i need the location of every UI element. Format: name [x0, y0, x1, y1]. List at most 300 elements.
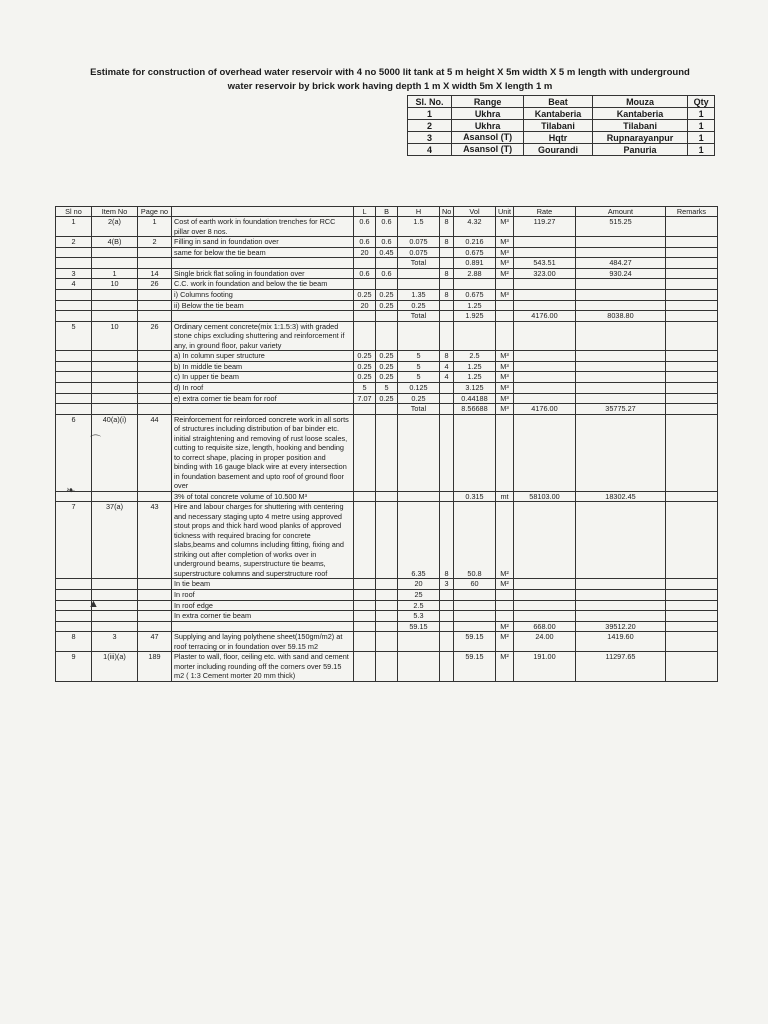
- estimate-cell: [172, 311, 354, 322]
- estimate-cell: [354, 258, 376, 269]
- estimate-cell: 1: [92, 268, 138, 279]
- estimate-cell: [354, 611, 376, 622]
- estimate-cell: M³: [496, 372, 514, 383]
- estimate-cell: [440, 491, 454, 502]
- estimate-cell: 543.51: [514, 258, 576, 269]
- estimate-cell: 930.24: [576, 268, 666, 279]
- estimate-row: [56, 404, 718, 415]
- estimate-cell: [576, 247, 666, 258]
- estimate-cell: [354, 621, 376, 632]
- estimate-cell: [138, 590, 172, 601]
- estimate-cell: 6.35: [398, 502, 440, 579]
- estimate-row: [56, 491, 718, 502]
- estimate-cell: [514, 502, 576, 579]
- estimate-row: [56, 372, 718, 383]
- estimate-row: [56, 237, 718, 248]
- estimate-row: [56, 289, 718, 300]
- estimate-row: [56, 247, 718, 258]
- estimate-title: [40, 66, 740, 94]
- estimate-cell: 4176.00: [514, 311, 576, 322]
- estimate-cell: 10: [92, 279, 138, 290]
- estimate-row: [56, 393, 718, 404]
- estimate-cell: [514, 611, 576, 622]
- estimate-cell: 5: [398, 351, 440, 362]
- estimate-cell: [376, 258, 398, 269]
- estimate-cell: [514, 289, 576, 300]
- estimate-cell: 0.6: [376, 268, 398, 279]
- estimate-cell: [576, 383, 666, 394]
- estimate-cell: 0.25: [376, 300, 398, 311]
- estimate-cell: 26: [138, 279, 172, 290]
- hand-mark: ▲: [88, 598, 99, 610]
- estimate-cell: [440, 247, 454, 258]
- estimate-cell: [138, 600, 172, 611]
- estimate-cell: [92, 393, 138, 404]
- estimate-cell: 0.125: [398, 383, 440, 394]
- location-cell: 1: [688, 132, 715, 144]
- estimate-cell: 44: [138, 414, 172, 491]
- estimate-cell: [440, 393, 454, 404]
- estimate-cell: [440, 404, 454, 415]
- estimate-cell: 43: [138, 502, 172, 579]
- location-header: Qty: [688, 96, 715, 108]
- estimate-cell: 9: [56, 652, 92, 682]
- title-line-2: water reservoir by brick work having depth 1 m X width 5m X length 1 m: [227, 81, 553, 92]
- estimate-cell: 323.00: [514, 268, 576, 279]
- estimate-cell: [666, 217, 718, 237]
- estimate-cell: c) In upper tie beam: [172, 372, 354, 383]
- estimate-cell: [172, 258, 354, 269]
- estimate-cell: M³: [496, 289, 514, 300]
- estimate-cell: 0.075: [398, 237, 440, 248]
- estimate-cell: [92, 289, 138, 300]
- estimate-cell: [92, 247, 138, 258]
- estimate-cell: [92, 311, 138, 322]
- location-header: Sl. No.: [408, 96, 452, 108]
- estimate-row: [56, 590, 718, 601]
- estimate-cell: 0.675: [454, 247, 496, 258]
- estimate-cell: 26: [138, 321, 172, 351]
- estimate-cell: [138, 491, 172, 502]
- estimate-cell: In roof: [172, 590, 354, 601]
- estimate-cell: [666, 321, 718, 351]
- estimate-cell: 0.44188: [454, 393, 496, 404]
- estimate-cell: [354, 579, 376, 590]
- estimate-cell: 8: [440, 217, 454, 237]
- estimate-cell: 0.25: [398, 300, 440, 311]
- estimate-cell: [376, 491, 398, 502]
- estimate-row: [56, 258, 718, 269]
- estimate-cell: 0.315: [454, 491, 496, 502]
- estimate-cell: [666, 372, 718, 383]
- estimate-cell: [138, 579, 172, 590]
- estimate-cell: [138, 247, 172, 258]
- estimate-header: Remarks: [666, 207, 718, 217]
- hand-mark: ⌒: [90, 435, 101, 447]
- estimate-cell: [454, 279, 496, 290]
- estimate-cell: [56, 611, 92, 622]
- estimate-cell: 191.00: [514, 652, 576, 682]
- estimate-cell: [56, 311, 92, 322]
- estimate-cell: 5: [56, 321, 92, 351]
- estimate-cell: [666, 600, 718, 611]
- estimate-cell: 0.675: [454, 289, 496, 300]
- estimate-cell: 3: [56, 268, 92, 279]
- estimate-cell: [576, 237, 666, 248]
- estimate-cell: [666, 491, 718, 502]
- estimate-cell: [354, 502, 376, 579]
- location-cell: Hqtr: [524, 132, 593, 144]
- estimate-cell: [440, 414, 454, 491]
- estimate-cell: 2.5: [398, 600, 440, 611]
- estimate-cell: Total: [398, 311, 440, 322]
- estimate-cell: [56, 372, 92, 383]
- hand-mark: ❧: [66, 485, 76, 497]
- estimate-cell: [376, 652, 398, 682]
- estimate-cell: 1.925: [454, 311, 496, 322]
- estimate-cell: 8: [440, 289, 454, 300]
- estimate-cell: [666, 300, 718, 311]
- estimate-cell: [576, 361, 666, 372]
- estimate-cell: [576, 300, 666, 311]
- estimate-cell: [56, 393, 92, 404]
- estimate-cell: 5: [376, 383, 398, 394]
- location-cell: Ukhra: [452, 108, 524, 120]
- estimate-cell: [354, 414, 376, 491]
- estimate-cell: [514, 383, 576, 394]
- estimate-cell: 50.8: [454, 502, 496, 579]
- estimate-cell: [666, 247, 718, 258]
- estimate-cell: [92, 621, 138, 632]
- estimate-header: No: [440, 207, 454, 217]
- estimate-cell: [576, 372, 666, 383]
- estimate-cell: 1(iii)(a): [92, 652, 138, 682]
- estimate-cell: [376, 579, 398, 590]
- estimate-cell: [138, 361, 172, 372]
- estimate-cell: [666, 383, 718, 394]
- estimate-cell: 40(a)(i): [92, 414, 138, 491]
- estimate-header: L: [354, 207, 376, 217]
- estimate-row: [56, 217, 718, 237]
- estimate-cell: [398, 491, 440, 502]
- estimate-cell: [138, 383, 172, 394]
- estimate-cell: 668.00: [514, 621, 576, 632]
- estimate-cell: [354, 279, 376, 290]
- estimate-cell: Ordinary cement concrete(mix 1:1.5:3) with graded stone chips excluding shuttering and reinforcement if any, in ground floor, pakur variety: [172, 321, 354, 351]
- estimate-cell: M³: [496, 361, 514, 372]
- estimate-cell: In roof edge: [172, 600, 354, 611]
- estimate-cell: [398, 279, 440, 290]
- location-cell: Asansol (T): [452, 132, 524, 144]
- estimate-cell: [666, 632, 718, 652]
- estimate-cell: [514, 279, 576, 290]
- estimate-cell: [496, 300, 514, 311]
- estimate-cell: [440, 590, 454, 601]
- estimate-cell: [496, 590, 514, 601]
- estimate-cell: [514, 414, 576, 491]
- estimate-cell: 2.88: [454, 268, 496, 279]
- location-cell: Ukhra: [452, 120, 524, 132]
- estimate-cell: Cost of earth work in foundation trenches for RCC pillar over 8 nos.: [172, 217, 354, 237]
- estimate-cell: [454, 621, 496, 632]
- estimate-cell: [440, 652, 454, 682]
- estimate-cell: 5.3: [398, 611, 440, 622]
- estimate-row: [56, 300, 718, 311]
- estimate-cell: Hire and labour charges for shuttering with centering and necessary staging upto 4 metre using approved stout props and thick hard wood planks of approved tickness with required bracing for concrete slabs,beams and columns including fitting, fixing and striking out after completion of works over in underground beams, superstructure tie beams, superstructure columns and superstructure roof: [172, 502, 354, 579]
- estimate-cell: [92, 258, 138, 269]
- estimate-cell: [56, 300, 92, 311]
- estimate-cell: [514, 372, 576, 383]
- estimate-row: [56, 268, 718, 279]
- estimate-cell: [354, 404, 376, 415]
- estimate-cell: 37(a): [92, 502, 138, 579]
- location-cell: Tilabani: [592, 120, 687, 132]
- estimate-cell: 2: [56, 237, 92, 248]
- estimate-cell: [354, 600, 376, 611]
- estimate-cell: 3: [440, 579, 454, 590]
- estimate-cell: [496, 311, 514, 322]
- estimate-cell: [496, 600, 514, 611]
- estimate-cell: M³: [496, 351, 514, 362]
- estimate-cell: [354, 321, 376, 351]
- location-cell: 4: [408, 144, 452, 156]
- estimate-cell: 4176.00: [514, 404, 576, 415]
- estimate-cell: [92, 383, 138, 394]
- estimate-cell: [92, 351, 138, 362]
- estimate-cell: M²: [496, 652, 514, 682]
- estimate-cell: 119.27: [514, 217, 576, 237]
- estimate-cell: [138, 404, 172, 415]
- estimate-row: [56, 600, 718, 611]
- estimate-cell: M³: [496, 247, 514, 258]
- estimate-cell: [440, 611, 454, 622]
- estimate-cell: [56, 600, 92, 611]
- estimate-header: Page no: [138, 207, 172, 217]
- estimate-cell: [56, 579, 92, 590]
- estimate-cell: 59.15: [398, 621, 440, 632]
- estimate-cell: [92, 361, 138, 372]
- estimate-cell: [666, 311, 718, 322]
- estimate-cell: 47: [138, 632, 172, 652]
- estimate-cell: i) Columns footing: [172, 289, 354, 300]
- estimate-table: [55, 206, 718, 682]
- estimate-row: [56, 383, 718, 394]
- estimate-cell: [454, 600, 496, 611]
- estimate-cell: [514, 393, 576, 404]
- location-row: [408, 108, 715, 120]
- estimate-cell: [666, 289, 718, 300]
- estimate-cell: 1.5: [398, 217, 440, 237]
- location-cell: 3: [408, 132, 452, 144]
- estimate-cell: [92, 579, 138, 590]
- location-cell: 1: [408, 108, 452, 120]
- estimate-cell: [514, 247, 576, 258]
- estimate-cell: [576, 351, 666, 362]
- estimate-cell: Filling in sand in foundation over: [172, 237, 354, 248]
- estimate-cell: [398, 321, 440, 351]
- estimate-cell: [576, 414, 666, 491]
- estimate-cell: 0.891: [454, 258, 496, 269]
- location-table: [407, 95, 715, 156]
- estimate-cell: 3.125: [454, 383, 496, 394]
- estimate-cell: mt: [496, 491, 514, 502]
- estimate-cell: 24.00: [514, 632, 576, 652]
- estimate-cell: [666, 268, 718, 279]
- estimate-cell: [92, 300, 138, 311]
- location-cell: 1: [688, 108, 715, 120]
- estimate-cell: [138, 311, 172, 322]
- estimate-cell: [354, 632, 376, 652]
- estimate-cell: [576, 393, 666, 404]
- estimate-cell: [496, 611, 514, 622]
- estimate-cell: 58103.00: [514, 491, 576, 502]
- estimate-cell: [56, 258, 92, 269]
- estimate-cell: 20: [398, 579, 440, 590]
- estimate-cell: [514, 351, 576, 362]
- estimate-cell: [576, 590, 666, 601]
- estimate-cell: 8.56688: [454, 404, 496, 415]
- location-cell: Tilabani: [524, 120, 593, 132]
- estimate-cell: [376, 321, 398, 351]
- estimate-cell: [666, 393, 718, 404]
- estimate-cell: 0.216: [454, 237, 496, 248]
- estimate-cell: 0.6: [376, 237, 398, 248]
- estimate-cell: 5: [398, 361, 440, 372]
- estimate-cell: M³: [496, 383, 514, 394]
- estimate-row: [56, 632, 718, 652]
- estimate-cell: [454, 590, 496, 601]
- estimate-cell: [354, 491, 376, 502]
- estimate-cell: 8: [440, 351, 454, 362]
- estimate-cell: 25: [398, 590, 440, 601]
- estimate-cell: [514, 321, 576, 351]
- estimate-cell: M³: [496, 393, 514, 404]
- estimate-cell: [440, 600, 454, 611]
- estimate-cell: 20: [354, 300, 376, 311]
- estimate-header: B: [376, 207, 398, 217]
- location-row: [408, 132, 715, 144]
- estimate-cell: [376, 611, 398, 622]
- estimate-cell: 0.25: [354, 351, 376, 362]
- estimate-cell: M²: [496, 502, 514, 579]
- estimate-cell: 35775.27: [576, 404, 666, 415]
- estimate-cell: [92, 404, 138, 415]
- estimate-cell: [514, 579, 576, 590]
- estimate-cell: [576, 279, 666, 290]
- estimate-cell: 18302.45: [576, 491, 666, 502]
- estimate-cell: 39512.20: [576, 621, 666, 632]
- estimate-header: Rate: [514, 207, 576, 217]
- estimate-cell: 60: [454, 579, 496, 590]
- estimate-cell: 1: [56, 217, 92, 237]
- estimate-cell: 5: [398, 372, 440, 383]
- estimate-cell: 1.25: [454, 372, 496, 383]
- estimate-cell: [376, 311, 398, 322]
- estimate-header: Item No: [92, 207, 138, 217]
- estimate-cell: 4.32: [454, 217, 496, 237]
- estimate-cell: In extra corner tie beam: [172, 611, 354, 622]
- estimate-cell: [354, 652, 376, 682]
- estimate-cell: C.C. work in foundation and below the tie beam: [172, 279, 354, 290]
- estimate-cell: 4: [440, 361, 454, 372]
- estimate-cell: [92, 372, 138, 383]
- estimate-cell: [666, 404, 718, 415]
- location-cell: Asansol (T): [452, 144, 524, 156]
- estimate-cell: d) In roof: [172, 383, 354, 394]
- estimate-cell: [440, 321, 454, 351]
- estimate-cell: 0.25: [376, 289, 398, 300]
- estimate-cell: [666, 351, 718, 362]
- location-row: [408, 120, 715, 132]
- estimate-cell: [514, 590, 576, 601]
- estimate-cell: [56, 289, 92, 300]
- estimate-cell: [666, 502, 718, 579]
- estimate-cell: [440, 311, 454, 322]
- location-cell: Kantaberia: [592, 108, 687, 120]
- estimate-cell: 515.25: [576, 217, 666, 237]
- estimate-cell: [666, 279, 718, 290]
- estimate-cell: [138, 351, 172, 362]
- estimate-cell: M²: [496, 579, 514, 590]
- estimate-cell: [56, 247, 92, 258]
- estimate-cell: [398, 268, 440, 279]
- estimate-cell: 0.25: [354, 361, 376, 372]
- estimate-header: H: [398, 207, 440, 217]
- estimate-cell: ii) Below the tie beam: [172, 300, 354, 311]
- location-header: Mouza: [592, 96, 687, 108]
- estimate-cell: [576, 579, 666, 590]
- estimate-cell: 4: [440, 372, 454, 383]
- estimate-cell: [496, 414, 514, 491]
- estimate-cell: [172, 621, 354, 632]
- estimate-row: [56, 414, 718, 491]
- estimate-cell: 0.25: [398, 393, 440, 404]
- estimate-cell: [172, 404, 354, 415]
- estimate-cell: 0.6: [354, 237, 376, 248]
- estimate-cell: 0.25: [376, 393, 398, 404]
- estimate-cell: [514, 300, 576, 311]
- estimate-cell: 1: [138, 217, 172, 237]
- estimate-cell: e) extra corner tie beam for roof: [172, 393, 354, 404]
- estimate-cell: 4: [56, 279, 92, 290]
- estimate-cell: [376, 621, 398, 632]
- estimate-cell: M³: [496, 217, 514, 237]
- estimate-cell: [514, 600, 576, 611]
- estimate-cell: 8: [440, 502, 454, 579]
- estimate-cell: [514, 237, 576, 248]
- estimate-cell: Plaster to wall, floor, ceiling etc. with sand and cement morter including rounding off the corners over 59.15 m2 ( 1:3 Cement morter 20 mm thick): [172, 652, 354, 682]
- estimate-cell: b) In middle tie beam: [172, 361, 354, 372]
- estimate-header: Sl no: [56, 207, 92, 217]
- estimate-cell: [376, 590, 398, 601]
- estimate-cell: [398, 652, 440, 682]
- estimate-cell: 1.25: [454, 361, 496, 372]
- estimate-cell: In tie beam: [172, 579, 354, 590]
- estimate-cell: [666, 361, 718, 372]
- estimate-cell: [138, 258, 172, 269]
- estimate-cell: [138, 300, 172, 311]
- estimate-cell: [666, 652, 718, 682]
- estimate-cell: 1419.60: [576, 632, 666, 652]
- estimate-cell: [138, 621, 172, 632]
- estimate-cell: 0.25: [354, 289, 376, 300]
- estimate-cell: 189: [138, 652, 172, 682]
- estimate-cell: 1.35: [398, 289, 440, 300]
- location-header: Range: [452, 96, 524, 108]
- estimate-cell: a) In column super structure: [172, 351, 354, 362]
- estimate-cell: 0.25: [376, 372, 398, 383]
- estimate-row: [56, 579, 718, 590]
